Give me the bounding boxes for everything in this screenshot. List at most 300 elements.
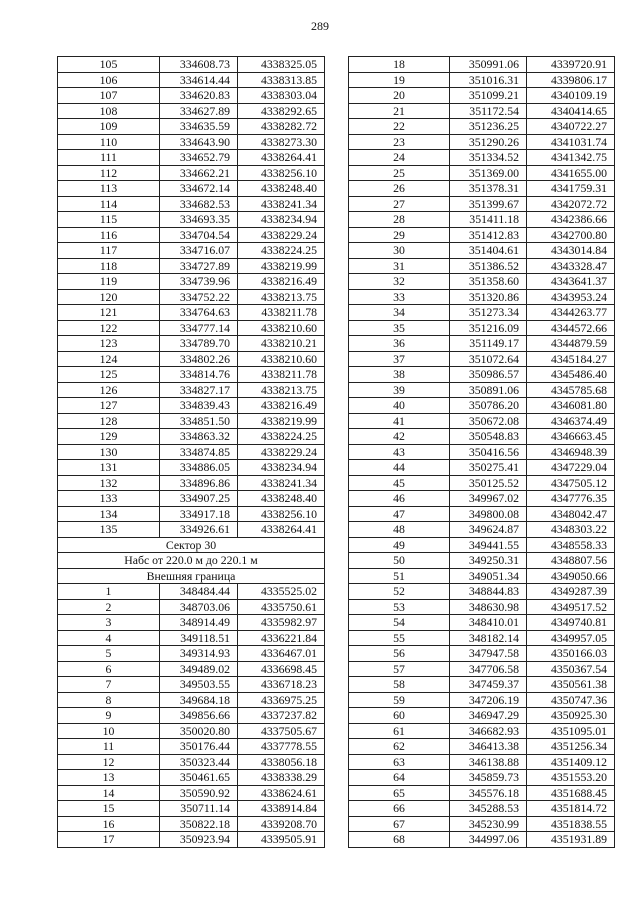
y-coordinate-cell: 4340109.19 [527, 88, 615, 104]
y-coordinate-cell: 4335982.97 [238, 615, 325, 631]
x-coordinate-cell: 347706.58 [450, 661, 527, 677]
y-coordinate-cell: 4341342.75 [527, 150, 615, 166]
point-number-cell: 35 [349, 320, 450, 336]
table-row [349, 661, 615, 677]
table-row [349, 196, 615, 212]
y-coordinate-cell: 4350925.30 [527, 708, 615, 724]
page-number: 289 [311, 19, 329, 33]
x-coordinate-cell: 350323.44 [160, 754, 238, 770]
table-row [349, 212, 615, 228]
point-number-cell: 34 [349, 305, 450, 321]
table-row [58, 227, 325, 243]
table-row [58, 677, 325, 693]
table-row [58, 57, 325, 73]
point-number-cell: 2 [58, 599, 160, 615]
x-coordinate-cell: 348410.01 [450, 615, 527, 631]
table-row [349, 351, 615, 367]
x-coordinate-cell: 334827.17 [160, 382, 238, 398]
table-row [349, 723, 615, 739]
y-coordinate-cell: 4349287.39 [527, 584, 615, 600]
table-row [58, 739, 325, 755]
point-number-cell: 46 [349, 491, 450, 507]
y-coordinate-cell: 4349740.81 [527, 615, 615, 631]
table-row [58, 181, 325, 197]
point-number-cell: 127 [58, 398, 160, 414]
x-coordinate-cell: 350711.14 [160, 801, 238, 817]
point-number-cell: 111 [58, 150, 160, 166]
y-coordinate-cell: 4338914.84 [238, 801, 325, 817]
table-row [349, 398, 615, 414]
point-number-cell: 134 [58, 506, 160, 522]
table-row [58, 150, 325, 166]
y-coordinate-cell: 4343328.47 [527, 258, 615, 274]
table-row [58, 506, 325, 522]
y-coordinate-cell: 4338216.49 [238, 398, 325, 414]
x-coordinate-cell: 334716.07 [160, 243, 238, 259]
point-number-cell: 130 [58, 444, 160, 460]
y-coordinate-cell: 4338219.99 [238, 258, 325, 274]
y-coordinate-cell: 4350561.38 [527, 677, 615, 693]
x-coordinate-cell: 349856.66 [160, 708, 238, 724]
x-coordinate-cell: 350991.06 [450, 57, 527, 73]
x-coordinate-cell: 334789.70 [160, 336, 238, 352]
y-coordinate-cell: 4348807.56 [527, 553, 615, 569]
y-coordinate-cell: 4341655.00 [527, 165, 615, 181]
point-number-cell: 39 [349, 382, 450, 398]
point-number-cell: 51 [349, 568, 450, 584]
x-coordinate-cell: 350923.94 [160, 832, 238, 848]
x-coordinate-cell: 334917.18 [160, 506, 238, 522]
x-coordinate-cell: 349441.55 [450, 537, 527, 553]
point-number-cell: 22 [349, 119, 450, 135]
table-row [58, 72, 325, 88]
point-number-cell: 15 [58, 801, 160, 817]
table-row [349, 475, 615, 491]
y-coordinate-cell: 4350166.03 [527, 646, 615, 662]
y-coordinate-cell: 4350367.54 [527, 661, 615, 677]
point-number-cell: 105 [58, 57, 160, 73]
table-row [58, 475, 325, 491]
point-number-cell: 129 [58, 429, 160, 445]
x-coordinate-cell: 351412.83 [450, 227, 527, 243]
x-coordinate-cell: 350176.44 [160, 739, 238, 755]
x-coordinate-cell: 348703.06 [160, 599, 238, 615]
y-coordinate-cell: 4338241.34 [238, 475, 325, 491]
x-coordinate-cell: 334635.59 [160, 119, 238, 135]
point-number-cell: 110 [58, 134, 160, 150]
point-number-cell: 112 [58, 165, 160, 181]
point-number-cell: 67 [349, 816, 450, 832]
table-row [349, 816, 615, 832]
x-coordinate-cell: 346682.93 [450, 723, 527, 739]
table-row [349, 57, 615, 73]
x-coordinate-cell: 334814.76 [160, 367, 238, 383]
point-number-cell: 37 [349, 351, 450, 367]
point-number-cell: 25 [349, 165, 450, 181]
table-row [349, 88, 615, 104]
point-number-cell: 28 [349, 212, 450, 228]
table-row [349, 460, 615, 476]
table-row [58, 785, 325, 801]
x-coordinate-cell: 345576.18 [450, 785, 527, 801]
table-row [58, 119, 325, 135]
x-coordinate-cell: 350416.56 [450, 444, 527, 460]
x-coordinate-cell: 334896.86 [160, 475, 238, 491]
table-row [349, 119, 615, 135]
table-row [349, 615, 615, 631]
table-row [349, 491, 615, 507]
y-coordinate-cell: 4338624.61 [238, 785, 325, 801]
x-coordinate-cell: 344997.06 [450, 832, 527, 848]
point-number-cell: 66 [349, 801, 450, 817]
table-row [349, 599, 615, 615]
table-row [58, 522, 325, 538]
x-coordinate-cell: 350786.20 [450, 398, 527, 414]
table-row [349, 522, 615, 538]
table-row [349, 165, 615, 181]
x-coordinate-cell: 346413.38 [450, 739, 527, 755]
y-coordinate-cell: 4336718.23 [238, 677, 325, 693]
point-number-cell: 32 [349, 274, 450, 290]
x-coordinate-cell: 350672.08 [450, 413, 527, 429]
point-number-cell: 128 [58, 413, 160, 429]
point-number-cell: 58 [349, 677, 450, 693]
x-coordinate-cell: 347206.19 [450, 692, 527, 708]
point-number-cell: 132 [58, 475, 160, 491]
x-coordinate-cell: 351273.34 [450, 305, 527, 321]
point-number-cell: 36 [349, 336, 450, 352]
y-coordinate-cell: 4346081.80 [527, 398, 615, 414]
point-number-cell: 106 [58, 72, 160, 88]
point-number-cell: 68 [349, 832, 450, 848]
table-row [58, 801, 325, 817]
x-coordinate-cell: 349624.87 [450, 522, 527, 538]
x-coordinate-cell: 349684.18 [160, 692, 238, 708]
y-coordinate-cell: 4339208.70 [238, 816, 325, 832]
point-number-cell: 116 [58, 227, 160, 243]
x-coordinate-cell: 350125.52 [450, 475, 527, 491]
point-number-cell: 109 [58, 119, 160, 135]
y-coordinate-cell: 4339505.91 [238, 832, 325, 848]
x-coordinate-cell: 334682.53 [160, 196, 238, 212]
y-coordinate-cell: 4338216.49 [238, 274, 325, 290]
y-coordinate-cell: 4351256.34 [527, 739, 615, 755]
y-coordinate-cell: 4338234.94 [238, 460, 325, 476]
point-number-cell: 12 [58, 754, 160, 770]
y-coordinate-cell: 4349517.52 [527, 599, 615, 615]
y-coordinate-cell: 4338292.65 [238, 103, 325, 119]
y-coordinate-cell: 4335750.61 [238, 599, 325, 615]
table-row [58, 320, 325, 336]
point-number-cell: 64 [349, 770, 450, 786]
y-coordinate-cell: 4338213.75 [238, 382, 325, 398]
y-coordinate-cell: 4336467.01 [238, 646, 325, 662]
point-number-cell: 47 [349, 506, 450, 522]
point-number-cell: 135 [58, 522, 160, 538]
table-row [349, 708, 615, 724]
point-number-cell: 29 [349, 227, 450, 243]
point-number-cell: 61 [349, 723, 450, 739]
x-coordinate-cell: 349489.02 [160, 661, 238, 677]
x-coordinate-cell: 334739.96 [160, 274, 238, 290]
point-number-cell: 56 [349, 646, 450, 662]
y-coordinate-cell: 4338224.25 [238, 243, 325, 259]
point-number-cell: 6 [58, 661, 160, 677]
point-number-cell: 26 [349, 181, 450, 197]
x-coordinate-cell: 351386.52 [450, 258, 527, 274]
y-coordinate-cell: 4338213.75 [238, 289, 325, 305]
table-row [349, 553, 615, 569]
y-coordinate-cell: 4345184.27 [527, 351, 615, 367]
table-row [349, 382, 615, 398]
y-coordinate-cell: 4351553.20 [527, 770, 615, 786]
table-row [349, 739, 615, 755]
point-number-cell: 27 [349, 196, 450, 212]
x-coordinate-cell: 351072.64 [450, 351, 527, 367]
point-number-cell: 123 [58, 336, 160, 352]
point-number-cell: 107 [58, 88, 160, 104]
table-row [58, 661, 325, 677]
y-coordinate-cell: 4346948.39 [527, 444, 615, 460]
table-row [349, 289, 615, 305]
y-coordinate-cell: 4342072.72 [527, 196, 615, 212]
table-row [58, 615, 325, 631]
x-coordinate-cell: 334672.14 [160, 181, 238, 197]
point-number-cell: 31 [349, 258, 450, 274]
point-number-cell: 60 [349, 708, 450, 724]
x-coordinate-cell: 350275.41 [450, 460, 527, 476]
y-coordinate-cell: 4337778.55 [238, 739, 325, 755]
x-coordinate-cell: 334907.25 [160, 491, 238, 507]
table-row [349, 568, 615, 584]
x-coordinate-cell: 348914.49 [160, 615, 238, 631]
table-row [349, 785, 615, 801]
table-row [58, 754, 325, 770]
point-number-cell: 1 [58, 584, 160, 600]
point-number-cell: 7 [58, 677, 160, 693]
table-row [349, 258, 615, 274]
y-coordinate-cell: 4338303.04 [238, 88, 325, 104]
point-number-cell: 13 [58, 770, 160, 786]
x-coordinate-cell: 334764.63 [160, 305, 238, 321]
table-row [349, 429, 615, 445]
y-coordinate-cell: 4338256.10 [238, 165, 325, 181]
table-row [58, 289, 325, 305]
y-coordinate-cell: 4348303.22 [527, 522, 615, 538]
x-coordinate-cell: 334863.32 [160, 429, 238, 445]
y-coordinate-cell: 4338264.41 [238, 150, 325, 166]
coordinates-table-right [348, 56, 615, 848]
point-number-cell: 48 [349, 522, 450, 538]
y-coordinate-cell: 4338241.34 [238, 196, 325, 212]
point-number-cell: 55 [349, 630, 450, 646]
y-coordinate-cell: 4337237.82 [238, 708, 325, 724]
x-coordinate-cell: 334620.83 [160, 88, 238, 104]
y-coordinate-cell: 4348042.47 [527, 506, 615, 522]
table-row [58, 367, 325, 383]
x-coordinate-cell: 350822.18 [160, 816, 238, 832]
point-number-cell: 54 [349, 615, 450, 631]
x-coordinate-cell: 334608.73 [160, 57, 238, 73]
y-coordinate-cell: 4338210.21 [238, 336, 325, 352]
y-coordinate-cell: 4336221.84 [238, 630, 325, 646]
x-coordinate-cell: 349314.93 [160, 646, 238, 662]
y-coordinate-cell: 4351409.12 [527, 754, 615, 770]
y-coordinate-cell: 4343641.37 [527, 274, 615, 290]
x-coordinate-cell: 351404.61 [450, 243, 527, 259]
x-coordinate-cell: 334614.44 [160, 72, 238, 88]
y-coordinate-cell: 4349050.66 [527, 568, 615, 584]
x-coordinate-cell: 351099.21 [450, 88, 527, 104]
point-number-cell: 30 [349, 243, 450, 259]
x-coordinate-cell: 351236.25 [450, 119, 527, 135]
y-coordinate-cell: 4338211.78 [238, 305, 325, 321]
y-coordinate-cell: 4344572.66 [527, 320, 615, 336]
x-coordinate-cell: 334777.14 [160, 320, 238, 336]
point-number-cell: 125 [58, 367, 160, 383]
table-row [349, 320, 615, 336]
x-coordinate-cell: 348484.44 [160, 584, 238, 600]
y-coordinate-cell: 4342700.80 [527, 227, 615, 243]
x-coordinate-cell: 349503.55 [160, 677, 238, 693]
point-number-cell: 11 [58, 739, 160, 755]
y-coordinate-cell: 4340722.27 [527, 119, 615, 135]
table-row [349, 692, 615, 708]
x-coordinate-cell: 334874.85 [160, 444, 238, 460]
y-coordinate-cell: 4338338.29 [238, 770, 325, 786]
point-number-cell: 62 [349, 739, 450, 755]
y-coordinate-cell: 4335525.02 [238, 584, 325, 600]
table-row [58, 770, 325, 786]
table-row [58, 336, 325, 352]
table-row [58, 599, 325, 615]
table-row [349, 444, 615, 460]
table-row [58, 413, 325, 429]
y-coordinate-cell: 4338219.99 [238, 413, 325, 429]
y-coordinate-cell: 4338273.30 [238, 134, 325, 150]
point-number-cell: 133 [58, 491, 160, 507]
point-number-cell: 131 [58, 460, 160, 476]
x-coordinate-cell: 334704.54 [160, 227, 238, 243]
x-coordinate-cell: 349118.51 [160, 630, 238, 646]
y-coordinate-cell: 4350747.36 [527, 692, 615, 708]
table-row [58, 832, 325, 848]
table-row [349, 537, 615, 553]
point-number-cell: 63 [349, 754, 450, 770]
table-row [349, 584, 615, 600]
point-number-cell: 14 [58, 785, 160, 801]
table-row [58, 103, 325, 119]
y-coordinate-cell: 4348558.33 [527, 537, 615, 553]
x-coordinate-cell: 334652.79 [160, 150, 238, 166]
table-row [58, 816, 325, 832]
y-coordinate-cell: 4347776.35 [527, 491, 615, 507]
x-coordinate-cell: 334627.89 [160, 103, 238, 119]
x-coordinate-cell: 346138.88 [450, 754, 527, 770]
point-number-cell: 57 [349, 661, 450, 677]
y-coordinate-cell: 4338282.72 [238, 119, 325, 135]
x-coordinate-cell: 349250.31 [450, 553, 527, 569]
point-number-cell: 5 [58, 646, 160, 662]
table-row [58, 134, 325, 150]
x-coordinate-cell: 350548.83 [450, 429, 527, 445]
y-coordinate-cell: 4338264.41 [238, 522, 325, 538]
y-coordinate-cell: 4346663.45 [527, 429, 615, 445]
y-coordinate-cell: 4338256.10 [238, 506, 325, 522]
table-row [58, 568, 325, 584]
table-row [58, 708, 325, 724]
table-row [349, 181, 615, 197]
table-row [58, 553, 325, 569]
table-row [58, 537, 325, 553]
point-number-cell: 33 [349, 289, 450, 305]
point-number-cell: 114 [58, 196, 160, 212]
y-coordinate-cell: 4343953.24 [527, 289, 615, 305]
point-number-cell: 3 [58, 615, 160, 631]
point-number-cell: 115 [58, 212, 160, 228]
x-coordinate-cell: 350590.92 [160, 785, 238, 801]
point-number-cell: 42 [349, 429, 450, 445]
y-coordinate-cell: 4339720.91 [527, 57, 615, 73]
table-row [58, 460, 325, 476]
table-row [349, 103, 615, 119]
point-number-cell: 18 [349, 57, 450, 73]
x-coordinate-cell: 348630.98 [450, 599, 527, 615]
x-coordinate-cell: 349967.02 [450, 491, 527, 507]
x-coordinate-cell: 350461.65 [160, 770, 238, 786]
table-row [349, 336, 615, 352]
sector-title: Сектор 30 [58, 537, 325, 553]
sector-height-range: Набс от 220.0 м до 220.1 м [58, 553, 325, 569]
y-coordinate-cell: 4338313.85 [238, 72, 325, 88]
y-coordinate-cell: 4338210.60 [238, 351, 325, 367]
point-number-cell: 9 [58, 708, 160, 724]
point-number-cell: 121 [58, 305, 160, 321]
table-row [349, 754, 615, 770]
y-coordinate-cell: 4351814.72 [527, 801, 615, 817]
table-row [349, 274, 615, 290]
x-coordinate-cell: 351172.54 [450, 103, 527, 119]
table-row [58, 243, 325, 259]
y-coordinate-cell: 4345486.40 [527, 367, 615, 383]
table-row [58, 429, 325, 445]
x-coordinate-cell: 351149.17 [450, 336, 527, 352]
point-number-cell: 113 [58, 181, 160, 197]
y-coordinate-cell: 4349957.05 [527, 630, 615, 646]
table-row [58, 88, 325, 104]
table-row [58, 646, 325, 662]
table-row [349, 367, 615, 383]
x-coordinate-cell: 348182.14 [450, 630, 527, 646]
point-number-cell: 122 [58, 320, 160, 336]
table-row [58, 584, 325, 600]
x-coordinate-cell: 334662.21 [160, 165, 238, 181]
x-coordinate-cell: 351378.31 [450, 181, 527, 197]
y-coordinate-cell: 4351095.01 [527, 723, 615, 739]
table-row [58, 165, 325, 181]
y-coordinate-cell: 4338234.94 [238, 212, 325, 228]
table-row [58, 274, 325, 290]
table-row [58, 196, 325, 212]
y-coordinate-cell: 4338229.24 [238, 444, 325, 460]
point-number-cell: 108 [58, 103, 160, 119]
table-row [349, 832, 615, 848]
y-coordinate-cell: 4340414.65 [527, 103, 615, 119]
y-coordinate-cell: 4336698.45 [238, 661, 325, 677]
x-coordinate-cell: 351411.18 [450, 212, 527, 228]
y-coordinate-cell: 4338248.40 [238, 181, 325, 197]
y-coordinate-cell: 4342386.66 [527, 212, 615, 228]
